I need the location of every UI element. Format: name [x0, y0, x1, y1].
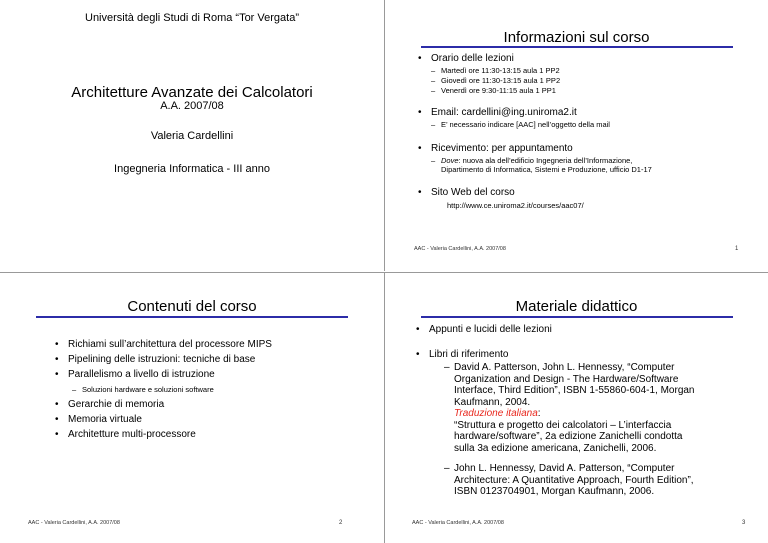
page-number: 1: [735, 246, 739, 252]
content-item: • Architetture multi-processore: [55, 429, 196, 440]
author-name: Valeria Cardellini: [150, 130, 234, 142]
slide-title-text: Materiale didattico: [515, 298, 638, 315]
slide-title-text: Contenuti del corso: [127, 298, 257, 315]
email-note: – E’ necessario indicare [AAC] nell’oggetto della mail: [431, 120, 610, 129]
slide-footer: AAC - Valeria Cardellini, A.A. 2007/08: [28, 520, 120, 526]
title-underline: [421, 316, 733, 318]
slide-materiale: [384, 272, 768, 543]
content-item: • Parallelismo a livello di istruzione: [55, 369, 215, 380]
slide-footer: AAC - Valeria Cardellini, A.A. 2007/08: [414, 246, 506, 252]
slide-title-text: Informazioni sul corso: [503, 29, 650, 46]
page-number: 3: [742, 520, 746, 526]
slide-title: [0, 0, 384, 271]
title-underline: [36, 316, 348, 318]
content-item: • Gerarchie di memoria: [55, 399, 165, 410]
slide-footer: AAC - Valeria Cardellini, A.A. 2007/08: [412, 520, 504, 526]
bullet-appunti: • Appunti e lucidi delle lezioni: [416, 324, 552, 335]
orario-item: – Giovedì ore 11:30-13:15 aula 1 PP2: [431, 76, 561, 85]
content-subitem: – Soluzioni hardware e soluzioni software: [72, 385, 214, 394]
content-item: • Richiami sull’architettura del processore MIPS: [55, 339, 272, 350]
course-title: Architetture Avanzate dei Calcolatori: [71, 84, 313, 101]
orario-item: – Martedì ore 11:30-13:15 aula 1 PP2: [431, 66, 560, 75]
title-underline: [421, 46, 733, 48]
translation-label: Traduzione italiana: [454, 408, 538, 419]
ricevimento-dipartimento: Dipartimento di Informatica, Sistemi e Produzione, ufficio D1-17: [441, 165, 652, 174]
course-url[interactable]: http://www.ce.uniroma2.it/courses/aac07/: [447, 201, 584, 210]
book-2: – John L. Hennessy, David A. Patterson, “Computer Architecture: A Quantitative Approach, Fourth Edition”, ISBN 0123704901, Morgan Kaufmann, 2006.: [444, 463, 694, 497]
book-1: – David A. Patterson, John L. Hennessy, “Computer Organization and Design - The Hardware/Software Interface, Third Edition”, ISBN 1-55860-604-1, Morgan Kaufmann, 2004. Traduzione italiana: “Struttura e progetto dei calcolatori – L’interfaccia hardware/software”, 2a edizione Zanichelli condotta sulla 3a edizione americana, Zanichelli, 2006.: [444, 362, 695, 454]
university-name: Università degli Studi di Roma “Tor Vergata”: [85, 12, 299, 24]
ricevimento-dove: – Dove: nuova ala dell’edificio Ingegneria dell’Informazione,: [431, 156, 633, 165]
academic-year: A.A. 2007/08: [160, 100, 224, 112]
slide-contenuti: [0, 272, 384, 543]
slide-informazioni: [384, 0, 768, 271]
bullet-dot: •: [418, 53, 422, 64]
orario-item: – Venerdì ore 9:30-11:15 aula 1 PP1: [431, 86, 556, 95]
bullet-libri: • Libri di riferimento: [416, 349, 509, 360]
bullet-sito: • Sito Web del corso: [418, 187, 515, 198]
degree-name: Ingegneria Informatica - III anno: [114, 163, 270, 175]
content-item: • Pipelining delle istruzioni: tecniche di base: [55, 354, 256, 365]
content-item: • Memoria virtuale: [55, 414, 142, 425]
bullet-ricevimento: • Ricevimento: per appuntamento: [418, 143, 573, 154]
bullet-orario: • Orario delle lezioni: [418, 53, 514, 64]
bullet-email: • Email: cardellini@ing.uniroma2.it: [418, 107, 577, 118]
page-number: 2: [339, 520, 343, 526]
